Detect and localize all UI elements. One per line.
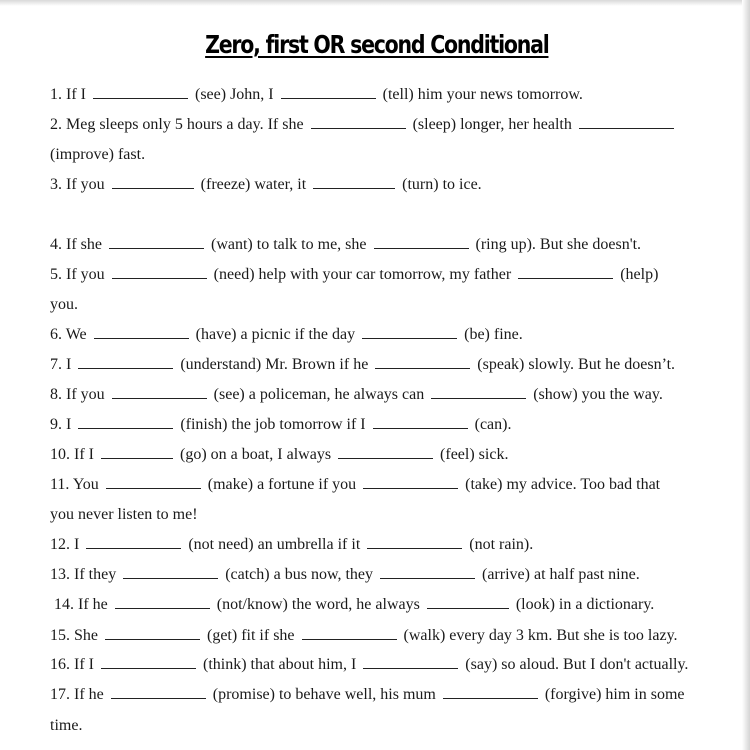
item-prefix: 7. I bbox=[50, 356, 72, 373]
answer-blank[interactable] bbox=[367, 547, 462, 549]
answer-blank[interactable] bbox=[374, 247, 469, 249]
item-text: (show) you the way. bbox=[533, 386, 663, 403]
answer-blank[interactable] bbox=[93, 97, 188, 99]
item-text: (catch) a bus now, they bbox=[225, 566, 373, 583]
answer-blank[interactable] bbox=[101, 457, 173, 459]
item-text: (say) so aloud. But I don't actually. bbox=[465, 656, 689, 673]
item-prefix: 16. If I bbox=[50, 656, 94, 673]
answer-blank[interactable] bbox=[338, 457, 433, 459]
exercise-item-2 bbox=[50, 115, 677, 135]
answer-blank[interactable] bbox=[115, 607, 210, 609]
answer-blank[interactable] bbox=[380, 577, 475, 579]
item-prefix: 13. If they bbox=[50, 566, 117, 583]
exercise-item-4 bbox=[50, 235, 641, 255]
item-text: time. bbox=[50, 717, 83, 734]
item-text: (get) fit if she bbox=[207, 627, 295, 644]
item-text: (make) a fortune if you bbox=[207, 476, 357, 493]
exercise-item-17-continuation bbox=[50, 716, 82, 736]
answer-blank[interactable] bbox=[78, 367, 173, 369]
item-text: (freeze) water, it bbox=[200, 176, 307, 193]
item-prefix: 9. I bbox=[50, 416, 72, 433]
answer-blank[interactable] bbox=[112, 397, 207, 399]
item-text: (ring up). But she doesn't. bbox=[475, 236, 642, 253]
item-text: (want) to talk to me, she bbox=[210, 236, 367, 253]
exercise-item-13 bbox=[50, 565, 640, 585]
exercise-item-12 bbox=[50, 535, 533, 555]
item-text: (sleep) longer, her health bbox=[412, 116, 572, 133]
item-prefix: 2. Meg sleeps only 5 hours a day. If she bbox=[50, 116, 304, 133]
answer-blank[interactable] bbox=[86, 547, 181, 549]
exercise-item-15 bbox=[50, 626, 678, 646]
answer-blank[interactable] bbox=[363, 667, 458, 669]
exercise-item-10 bbox=[50, 445, 508, 465]
exercise-item-3 bbox=[50, 175, 482, 195]
exercise-item-8 bbox=[50, 385, 663, 405]
item-text: (improve) fast. bbox=[50, 146, 146, 163]
answer-blank[interactable] bbox=[313, 187, 395, 189]
answer-blank[interactable] bbox=[362, 337, 457, 339]
item-text: (not need) an umbrella if it bbox=[188, 536, 361, 553]
answer-blank[interactable] bbox=[311, 127, 406, 129]
item-text: (be) fine. bbox=[464, 326, 523, 343]
item-prefix: 14. If he bbox=[54, 596, 108, 613]
item-text: (can). bbox=[474, 416, 512, 433]
item-text: (have) a picnic if the day bbox=[195, 326, 356, 343]
item-text: (see) a policeman, he always can bbox=[213, 386, 425, 403]
item-text: (tell) him your news tomorrow. bbox=[382, 86, 583, 103]
item-text: you. bbox=[50, 296, 78, 313]
item-text: (go) on a boat, I always bbox=[179, 446, 332, 463]
answer-blank[interactable] bbox=[105, 638, 200, 640]
exercise-item-11-continuation bbox=[50, 505, 198, 525]
item-text: (forgive) him in some bbox=[544, 686, 685, 703]
item-prefix: 10. If I bbox=[50, 446, 94, 463]
answer-blank[interactable] bbox=[106, 487, 201, 489]
item-text: (understand) Mr. Brown if he bbox=[180, 356, 369, 373]
exercise-item-14 bbox=[54, 595, 654, 615]
answer-blank[interactable] bbox=[518, 277, 613, 279]
item-prefix: 11. You bbox=[50, 476, 99, 493]
answer-blank[interactable] bbox=[363, 487, 458, 489]
page-edge-right bbox=[742, 0, 750, 750]
exercise-item-6 bbox=[50, 325, 523, 345]
exercise-item-5-continuation bbox=[50, 295, 78, 315]
item-text: (feel) sick. bbox=[440, 446, 509, 463]
item-text: you never listen to me! bbox=[50, 506, 198, 523]
answer-blank[interactable] bbox=[111, 697, 206, 699]
item-prefix: 15. She bbox=[50, 627, 98, 644]
exercise-item-9 bbox=[50, 415, 511, 435]
answer-blank[interactable] bbox=[373, 427, 468, 429]
answer-blank[interactable] bbox=[109, 247, 204, 249]
answer-blank[interactable] bbox=[431, 397, 526, 399]
answer-blank[interactable] bbox=[78, 427, 173, 429]
item-prefix: 5. If you bbox=[50, 266, 105, 283]
item-text: (take) my advice. Too bad that bbox=[465, 476, 661, 493]
page-edge-top bbox=[0, 0, 750, 6]
answer-blank[interactable] bbox=[302, 638, 397, 640]
item-text: (help) bbox=[620, 266, 659, 283]
title-text: Zero, first OR second Conditional bbox=[205, 30, 549, 59]
item-prefix: 3. If you bbox=[50, 176, 105, 193]
answer-blank[interactable] bbox=[375, 367, 470, 369]
item-text: (arrive) at half past nine. bbox=[482, 566, 640, 583]
answer-blank[interactable] bbox=[427, 607, 509, 609]
answer-blank[interactable] bbox=[443, 697, 538, 699]
item-prefix: 1. If I bbox=[50, 86, 86, 103]
item-text: (look) in a dictionary. bbox=[515, 596, 655, 613]
exercise-item-7 bbox=[50, 355, 675, 375]
answer-blank[interactable] bbox=[94, 337, 189, 339]
item-prefix: 4. If she bbox=[50, 236, 102, 253]
answer-blank[interactable] bbox=[281, 97, 376, 99]
item-text: (promise) to behave well, his mum bbox=[212, 686, 436, 703]
answer-blank[interactable] bbox=[112, 277, 207, 279]
item-text: (walk) every day 3 km. But she is too lazy. bbox=[403, 627, 678, 644]
exercise-item-11 bbox=[50, 475, 660, 495]
item-text: (finish) the job tomorrow if I bbox=[180, 416, 366, 433]
item-prefix: 8. If you bbox=[50, 386, 105, 403]
item-text: (not rain). bbox=[469, 536, 534, 553]
answer-blank[interactable] bbox=[101, 667, 196, 669]
item-prefix: 12. I bbox=[50, 536, 80, 553]
item-text: (see) John, I bbox=[194, 86, 274, 103]
exercise-item-2-continuation bbox=[50, 145, 145, 165]
worksheet-title bbox=[69, 30, 684, 59]
item-text: (turn) to ice. bbox=[402, 176, 482, 193]
exercise-item-17 bbox=[50, 685, 685, 705]
exercise-item-16 bbox=[50, 655, 688, 675]
exercise-item-5 bbox=[50, 265, 658, 285]
item-prefix: 17. If he bbox=[50, 686, 104, 703]
item-text: (think) that about him, I bbox=[202, 656, 357, 673]
item-text: (not/know) the word, he always bbox=[216, 596, 420, 613]
item-text: (speak) slowly. But he doesn’t. bbox=[477, 356, 676, 373]
item-text: (need) help with your car tomorrow, my father bbox=[213, 266, 512, 283]
answer-blank[interactable] bbox=[579, 127, 674, 129]
answer-blank[interactable] bbox=[112, 187, 194, 189]
item-prefix: 6. We bbox=[50, 326, 87, 343]
exercise-item-1 bbox=[50, 85, 583, 105]
answer-blank[interactable] bbox=[123, 577, 218, 579]
